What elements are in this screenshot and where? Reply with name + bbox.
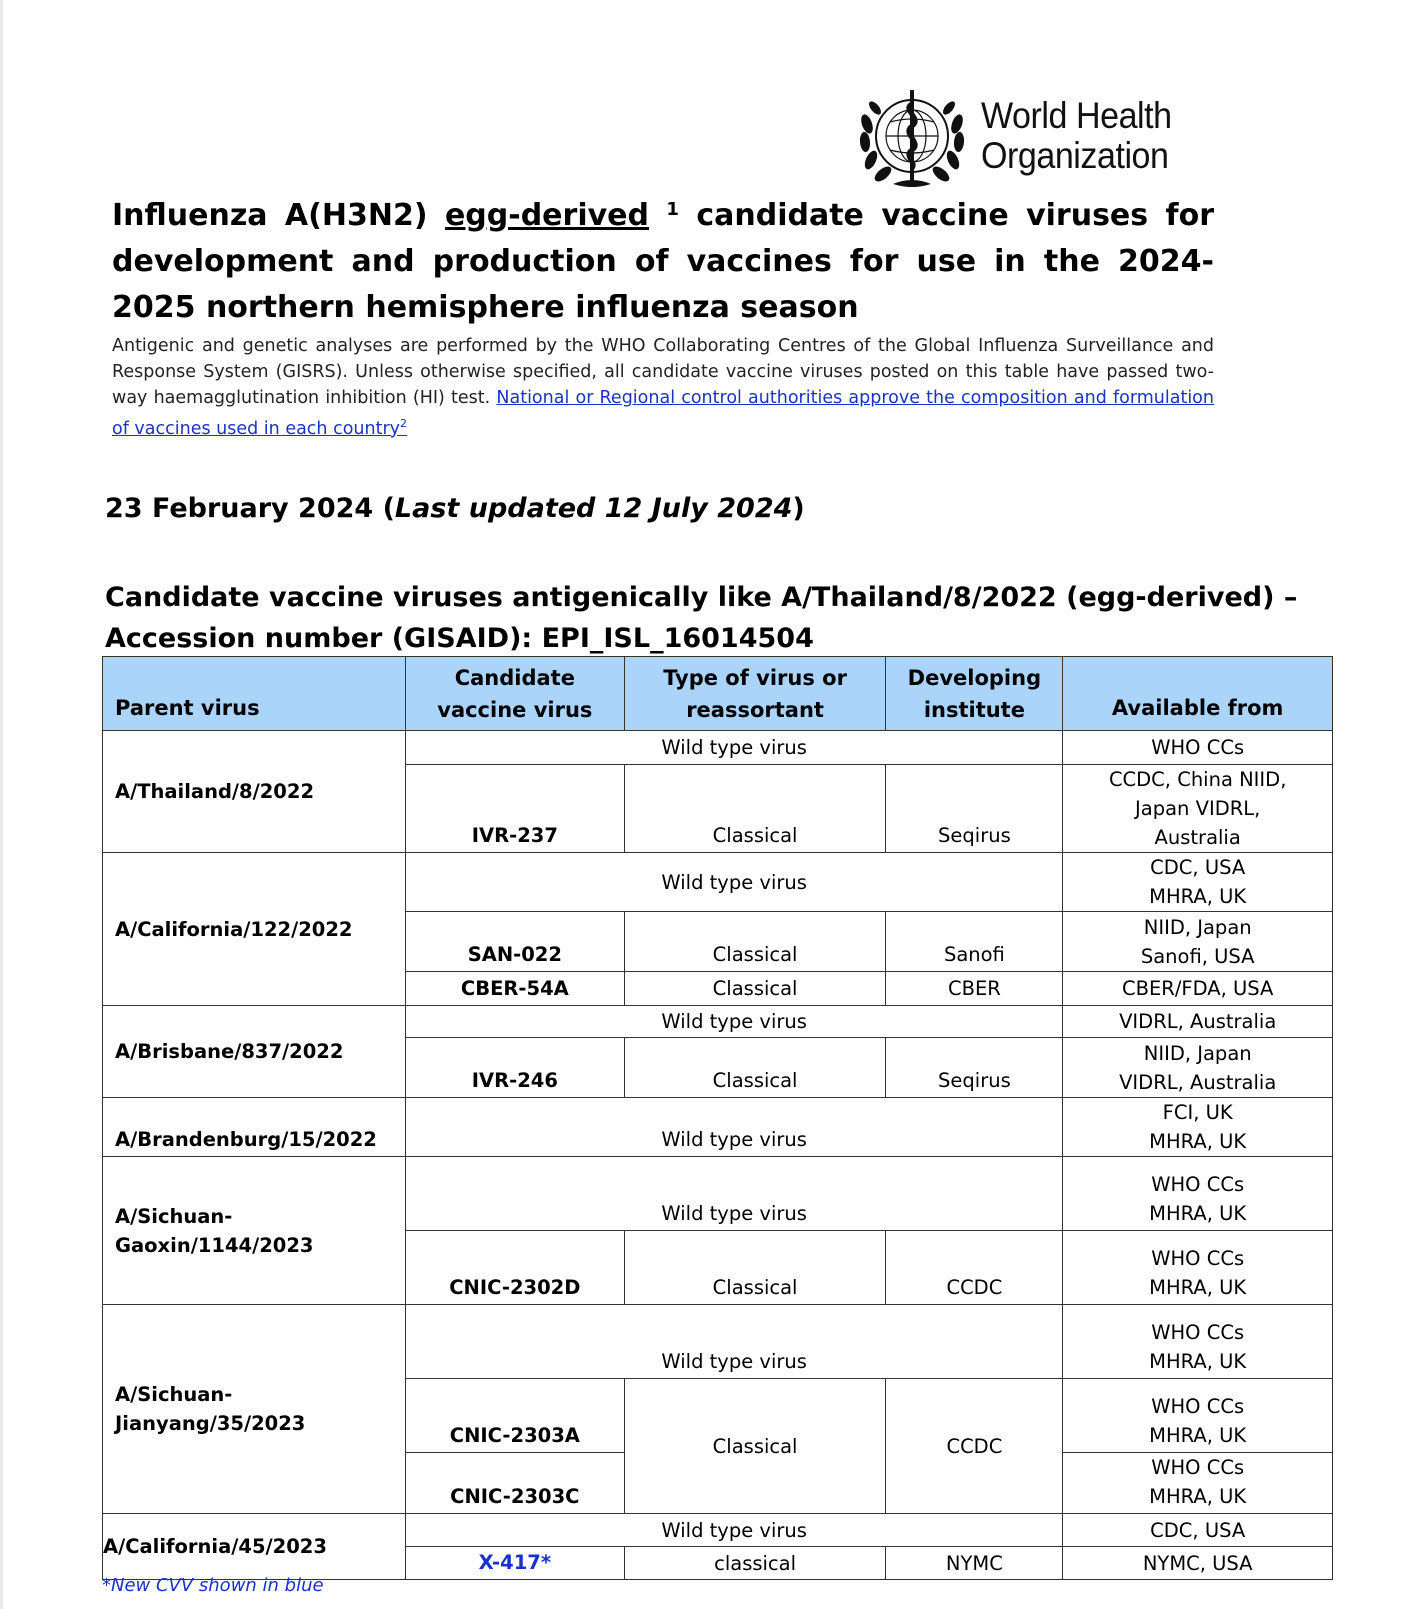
table-row [103, 1514, 1333, 1547]
virus-type: Classical [624, 912, 886, 972]
section-heading-line-2: Accession number (GISAID): EPI_ISL_16014504 [105, 623, 814, 654]
virus-type: Classical [624, 972, 886, 1006]
header-parent-virus: Parent virus [103, 657, 406, 731]
cell-line: Gaoxin/1144/2023 [115, 1233, 314, 1257]
available-from [1063, 765, 1333, 853]
header-type [624, 657, 886, 731]
cell-line: FCI, UK [1162, 1101, 1233, 1124]
title-footnote-ref: 1 [666, 199, 679, 220]
table-row [103, 1098, 1333, 1157]
wild-type-cell: Wild type virus [405, 1305, 1062, 1379]
developing-institute: NYMC [886, 1547, 1063, 1580]
link-footnote-ref: 2 [400, 417, 408, 430]
developing-institute: CCDC [886, 1231, 1063, 1305]
virus-type: classical [624, 1547, 886, 1580]
last-updated: Last updated 12 July 2024 [394, 493, 793, 524]
virus-type: Classical [624, 1379, 886, 1514]
parent-virus [103, 1157, 406, 1305]
header-text: Type of virus or [663, 665, 847, 690]
developing-institute: Seqirus [886, 1038, 1063, 1098]
candidate-virus-new: X-417* [405, 1547, 624, 1580]
wild-type-cell: Wild type virus [405, 853, 1062, 912]
table-row [103, 1006, 1333, 1038]
header-text: Developing [907, 665, 1042, 690]
available-from: CDC, USA [1063, 1514, 1333, 1547]
page-edge [0, 0, 3, 1609]
wordmark-line-1: World Health [981, 95, 1172, 136]
page-title [112, 193, 1214, 331]
cell-line: Australia [1154, 826, 1241, 849]
cell-line: WHO CCs [1151, 1247, 1245, 1270]
date-main: 23 February 2024 ( [105, 493, 395, 524]
link-text: National or Regional control authorities approve the composition and formulation of vaccines used in each country [112, 388, 1214, 439]
available-from [1063, 1453, 1333, 1514]
available-from [1063, 1305, 1333, 1379]
wild-type-cell: Wild type virus [405, 1157, 1062, 1231]
developing-institute: Sanofi [886, 912, 1063, 972]
who-emblem-icon [853, 84, 971, 194]
title-underlined-term: egg-derived [444, 198, 649, 233]
header-available-from: Available from [1063, 657, 1333, 731]
wild-type-cell: Wild type virus [405, 1006, 1062, 1038]
wordmark-line-2: Organization [981, 135, 1169, 176]
cell-line: A/Sichuan- [115, 1204, 233, 1228]
who-wordmark [981, 96, 1172, 176]
cell-line: NIID, Japan [1143, 1041, 1252, 1065]
parent-virus: A/California/45/2023 [103, 1514, 406, 1580]
cell-line: Jianyang/35/2023 [115, 1412, 306, 1435]
wild-type-cell: Wild type virus [405, 1098, 1062, 1157]
parent-virus: A/Brandenburg/15/2022 [103, 1098, 406, 1157]
cell-line: WHO CCs [1151, 1456, 1245, 1479]
section-heading-line-1: Candidate vaccine viruses antigenically like A/Thailand/8/2022 (egg-derived) – [105, 582, 1298, 613]
title-part-1: Influenza A(H3N2) [112, 198, 445, 233]
available-from: VIDRL, Australia [1063, 1006, 1333, 1038]
cell-line: MHRA, UK [1149, 1130, 1247, 1153]
cell-line: Sanofi, USA [1140, 944, 1255, 968]
candidate-virus: IVR-246 [405, 1038, 624, 1098]
wild-type-cell: Wild type virus [405, 731, 1062, 765]
intro-paragraph [112, 333, 1214, 442]
cell-line: MHRA, UK [1149, 1350, 1247, 1373]
header-text: institute [923, 697, 1025, 722]
virus-type: Classical [624, 1038, 886, 1098]
cvv-table [102, 656, 1333, 1580]
table-row [103, 731, 1333, 765]
candidate-virus: CNIC-2303A [405, 1379, 624, 1453]
available-from: NYMC, USA [1063, 1547, 1333, 1580]
developing-institute: Seqirus [886, 765, 1063, 853]
who-logo [853, 84, 1193, 194]
virus-type: Classical [624, 1231, 886, 1305]
section-heading [105, 577, 1305, 659]
available-from [1063, 1038, 1333, 1098]
parent-virus: A/Brisbane/837/2022 [103, 1006, 406, 1098]
developing-institute: CCDC [886, 1379, 1063, 1514]
cell-line: MHRA, UK [1149, 885, 1247, 908]
available-from: WHO CCs [1063, 731, 1333, 765]
table-row [103, 1157, 1333, 1231]
table-header-row [103, 657, 1333, 731]
available-from [1063, 1157, 1333, 1231]
header-text: reassortant [686, 697, 824, 722]
header-candidate-virus [405, 657, 624, 731]
header-institute [886, 657, 1063, 731]
date-close: ) [792, 493, 805, 524]
parent-virus: A/Thailand/8/2022 [103, 731, 406, 853]
publication-date [105, 493, 805, 524]
cell-line: CCDC, China NIID, [1108, 768, 1287, 791]
candidate-virus: SAN-022 [405, 912, 624, 972]
candidate-virus: CNIC-2303C [405, 1453, 624, 1514]
candidate-virus: IVR-237 [405, 765, 624, 853]
header-text: Candidate [454, 665, 575, 690]
title-part-2: candidate vaccine viruses for development and production of vaccines for use in the 2024-2025 northern hemisphere influenza season [112, 198, 1214, 325]
cell-line: MHRA, UK [1149, 1485, 1247, 1508]
parent-virus [103, 1305, 406, 1514]
available-from [1063, 1379, 1333, 1453]
candidate-virus: CNIC-2302D [405, 1231, 624, 1305]
cell-line: CDC, USA [1150, 856, 1246, 879]
developing-institute: CBER [886, 972, 1063, 1006]
table-row [103, 1305, 1333, 1379]
available-from [1063, 1231, 1333, 1305]
cell-line: NIID, Japan [1143, 915, 1252, 939]
cell-line: A/Sichuan- [115, 1383, 233, 1406]
cell-line: WHO CCs [1151, 1395, 1245, 1418]
cell-line: MHRA, UK [1149, 1276, 1247, 1299]
cell-line: MHRA, UK [1149, 1202, 1247, 1225]
header-text: vaccine virus [437, 697, 593, 722]
cell-line: WHO CCs [1151, 1173, 1245, 1196]
footnote: *New CVV shown in blue [102, 1575, 324, 1596]
table-row [103, 853, 1333, 912]
available-from [1063, 1098, 1333, 1157]
virus-type: Classical [624, 765, 886, 853]
cell-line: WHO CCs [1151, 1321, 1245, 1344]
candidate-virus: CBER-54A [405, 972, 624, 1006]
intro-text: Antigenic and genetic analyses are performed by the WHO Collaborating Centres of the Global Influenza Surveillance and Response System (GISRS). Unless otherwise specified, all candidate vaccine viruses posted on this table have passed two- way haemagglutination inhibition (HI) test. [112, 336, 1214, 408]
parent-virus: A/California/122/2022 [103, 853, 406, 1006]
wild-type-cell: Wild type virus [405, 1514, 1062, 1547]
cell-line: Japan VIDRL, [1135, 797, 1261, 820]
available-from [1063, 912, 1333, 972]
available-from [1063, 853, 1333, 912]
available-from: CBER/FDA, USA [1063, 972, 1333, 1006]
cell-line: MHRA, UK [1149, 1424, 1247, 1447]
cell-line: VIDRL, Australia [1119, 1070, 1277, 1094]
